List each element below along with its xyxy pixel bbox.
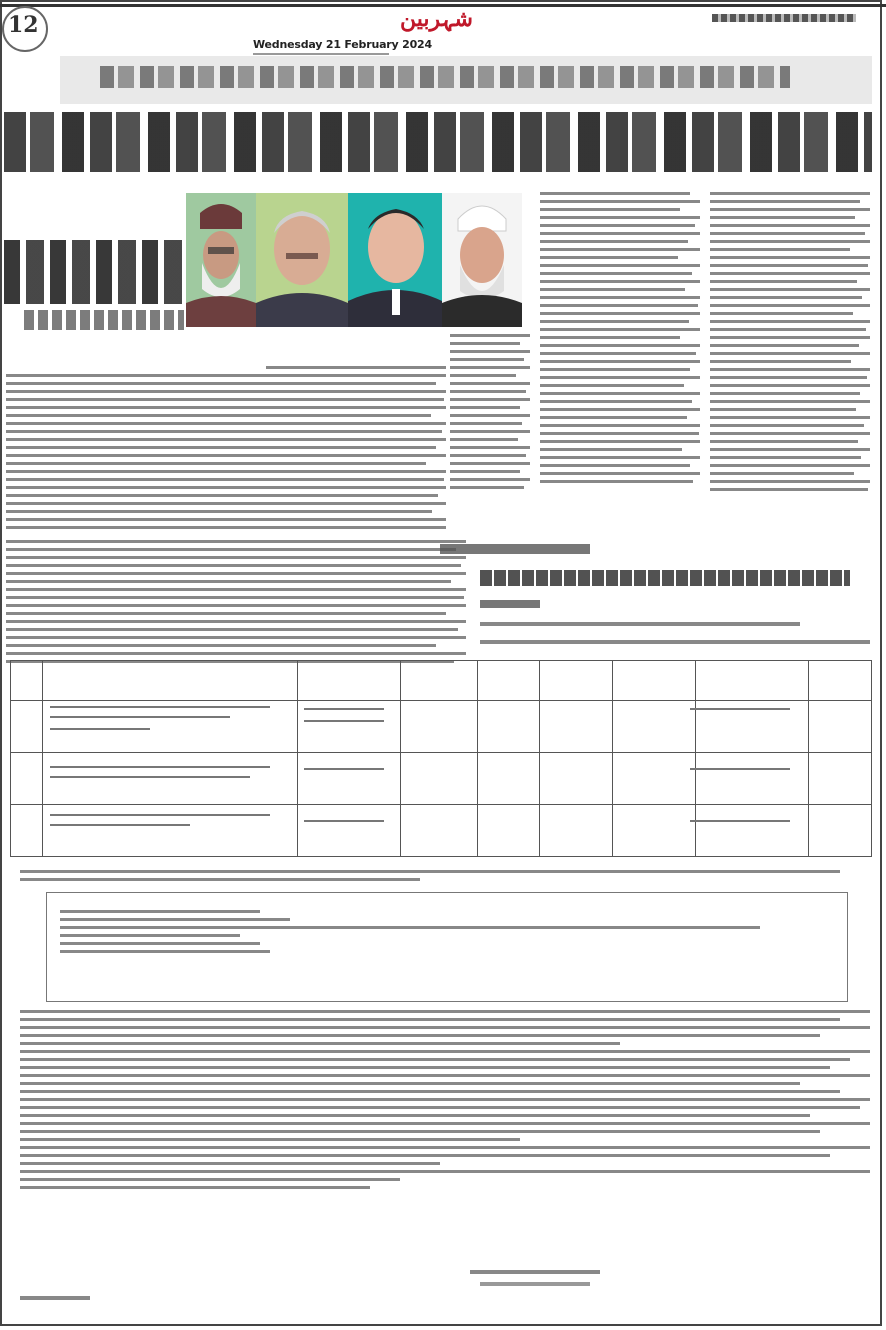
portrait-photo-3 <box>348 193 442 327</box>
table-cell <box>809 661 872 701</box>
notice-subheading <box>480 600 540 608</box>
notice-conditions-text <box>20 1010 870 1194</box>
table-text <box>690 708 790 710</box>
table-text <box>304 708 384 710</box>
tender-table <box>10 660 872 857</box>
date-underline <box>253 53 389 55</box>
article-continuation-text <box>6 540 466 668</box>
table-cell <box>477 661 539 701</box>
masthead-logo: شہربین <box>400 6 473 32</box>
portrait-photo-2 <box>256 193 348 327</box>
main-article-text <box>6 366 446 534</box>
table-cell <box>297 661 400 701</box>
table-cell <box>612 661 695 701</box>
table-text <box>50 814 270 816</box>
header-right-rule <box>712 14 856 22</box>
table-text <box>50 776 250 778</box>
main-headline <box>4 112 872 172</box>
right-column-text-2 <box>710 192 870 496</box>
table-text <box>50 766 270 768</box>
portrait-photo-4 <box>442 193 522 327</box>
fee-table-text <box>60 910 760 958</box>
middle-column-text <box>450 334 530 494</box>
table-text <box>50 824 190 826</box>
table-cell <box>401 661 478 701</box>
date-line: Wednesday 21 February 2024 <box>253 38 432 51</box>
page-number: 12 <box>8 12 39 38</box>
table-text <box>50 706 270 708</box>
table-cell <box>540 661 613 701</box>
table-cell <box>695 661 809 701</box>
table-text <box>304 720 384 722</box>
table-text <box>690 768 790 770</box>
table-cell <box>11 661 43 701</box>
table-text <box>304 768 384 770</box>
table-text <box>304 820 384 822</box>
right-column-text-1 <box>540 192 700 488</box>
signature-block <box>470 1270 600 1274</box>
kicker-headline <box>100 66 790 88</box>
table-text <box>50 716 230 718</box>
portrait-photo-1 <box>186 193 256 327</box>
signature-block-line <box>480 1282 590 1286</box>
notice-heading <box>480 570 850 586</box>
notice-terms-text <box>20 870 870 886</box>
footer-code <box>20 1296 90 1300</box>
notice-intro-line-2 <box>480 640 870 644</box>
notice-intro-line <box>480 622 800 626</box>
table-text <box>690 820 790 822</box>
table-text <box>50 728 150 730</box>
left-subheadline <box>4 200 189 340</box>
table-cell <box>42 661 297 701</box>
notice-title-strip <box>440 544 590 554</box>
